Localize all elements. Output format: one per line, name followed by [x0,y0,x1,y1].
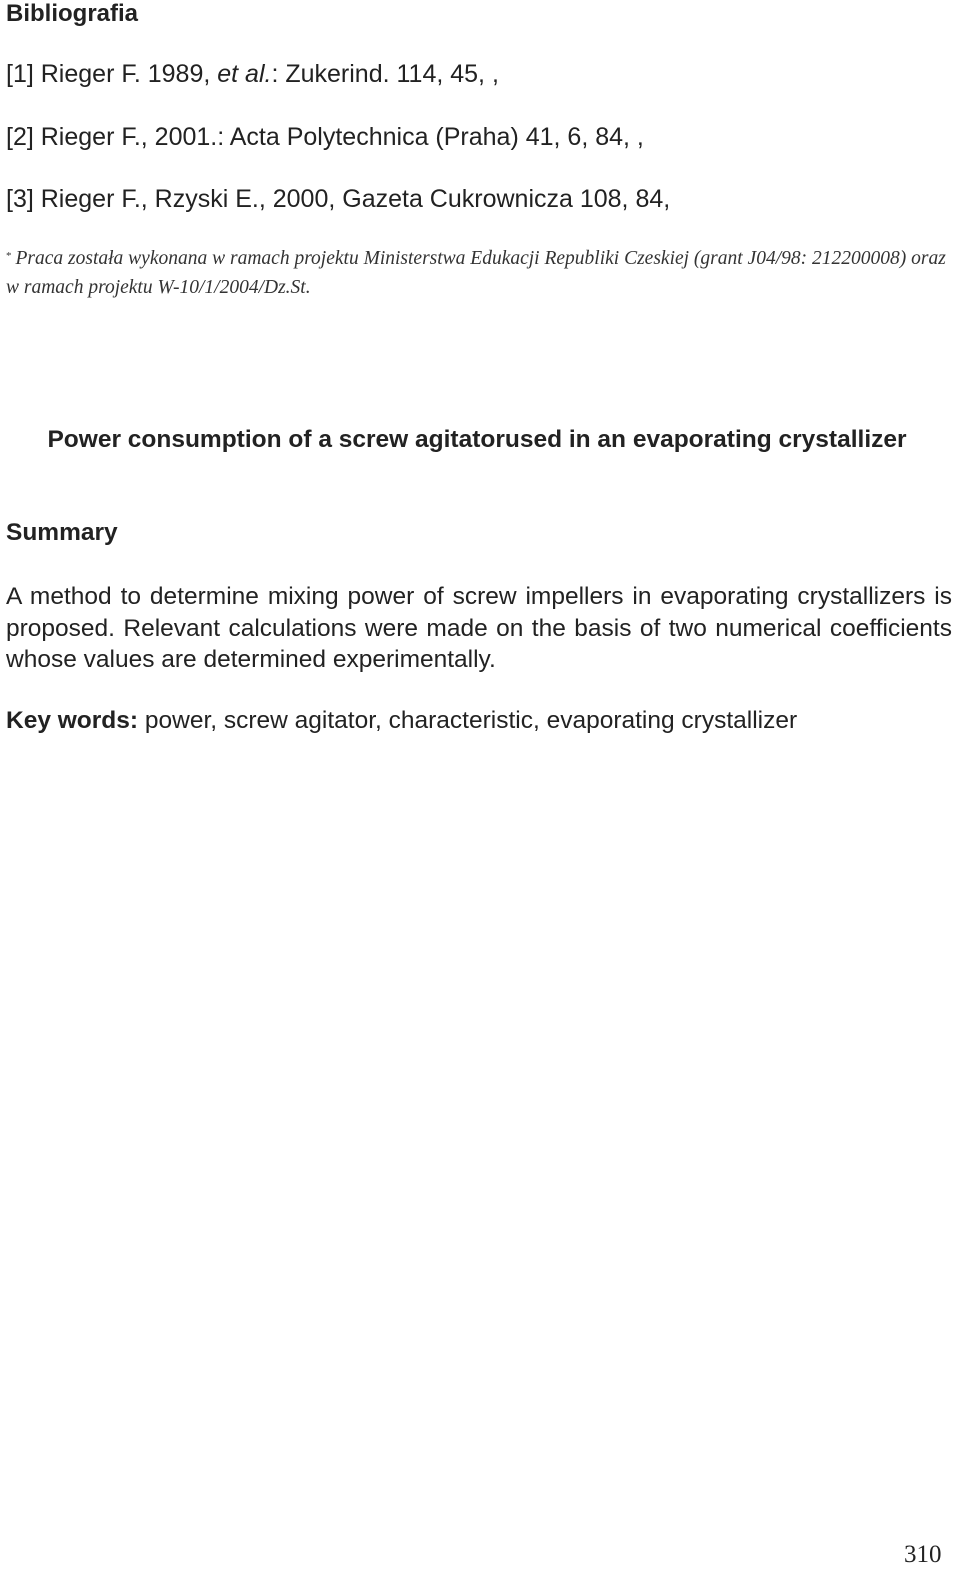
reference-number: [1] [6,60,34,88]
reference-text: Rieger F. 1989, [40,60,218,88]
reference-number: [3] [6,185,34,213]
footnote [6,244,951,302]
page-number: 310 [904,1541,942,1568]
keywords-line [6,706,797,736]
reference-3 [6,184,670,214]
article-title: Power consumption of a screw agitatorused in an evaporating crystallizer [47,426,907,453]
reference-1 [6,59,499,89]
reference-italic-text: et al. [217,60,272,88]
reference-text: Rieger F., Rzyski E., 2000, Gazeta Cukrownicza 108, 84, [40,185,671,213]
reference-2 [6,122,644,152]
bibliography-heading: Bibliografia [6,0,139,27]
summary-text: A method to determine mixing power of screw impellers in evaporating crystallizers is proposed. Relevant calculations were made on the basis of two numerical coefficients whose values are determined experimentally. [6,583,952,673]
reference-text-continued: : Zukerind. 114, 45, , [271,60,499,88]
keywords-list: power, screw agitator, characteristic, evaporating crystallizer [144,707,798,734]
summary-heading: Summary [6,519,118,546]
reference-number: [2] [6,123,34,151]
reference-text: Rieger F., 2001.: Acta Polytechnica (Praha) 41, 6, 84, , [40,123,644,151]
footnote-text: Praca została wykonana w ramach projektu Ministerstwa Edukacji Republiki Czeskiej (grant J04/98: 212200008) oraz w ramach projektu W-10/1/2004/Dz.St. [6,248,946,298]
footnote-marker: * [6,250,12,262]
keywords-label: Key words: [6,707,139,734]
